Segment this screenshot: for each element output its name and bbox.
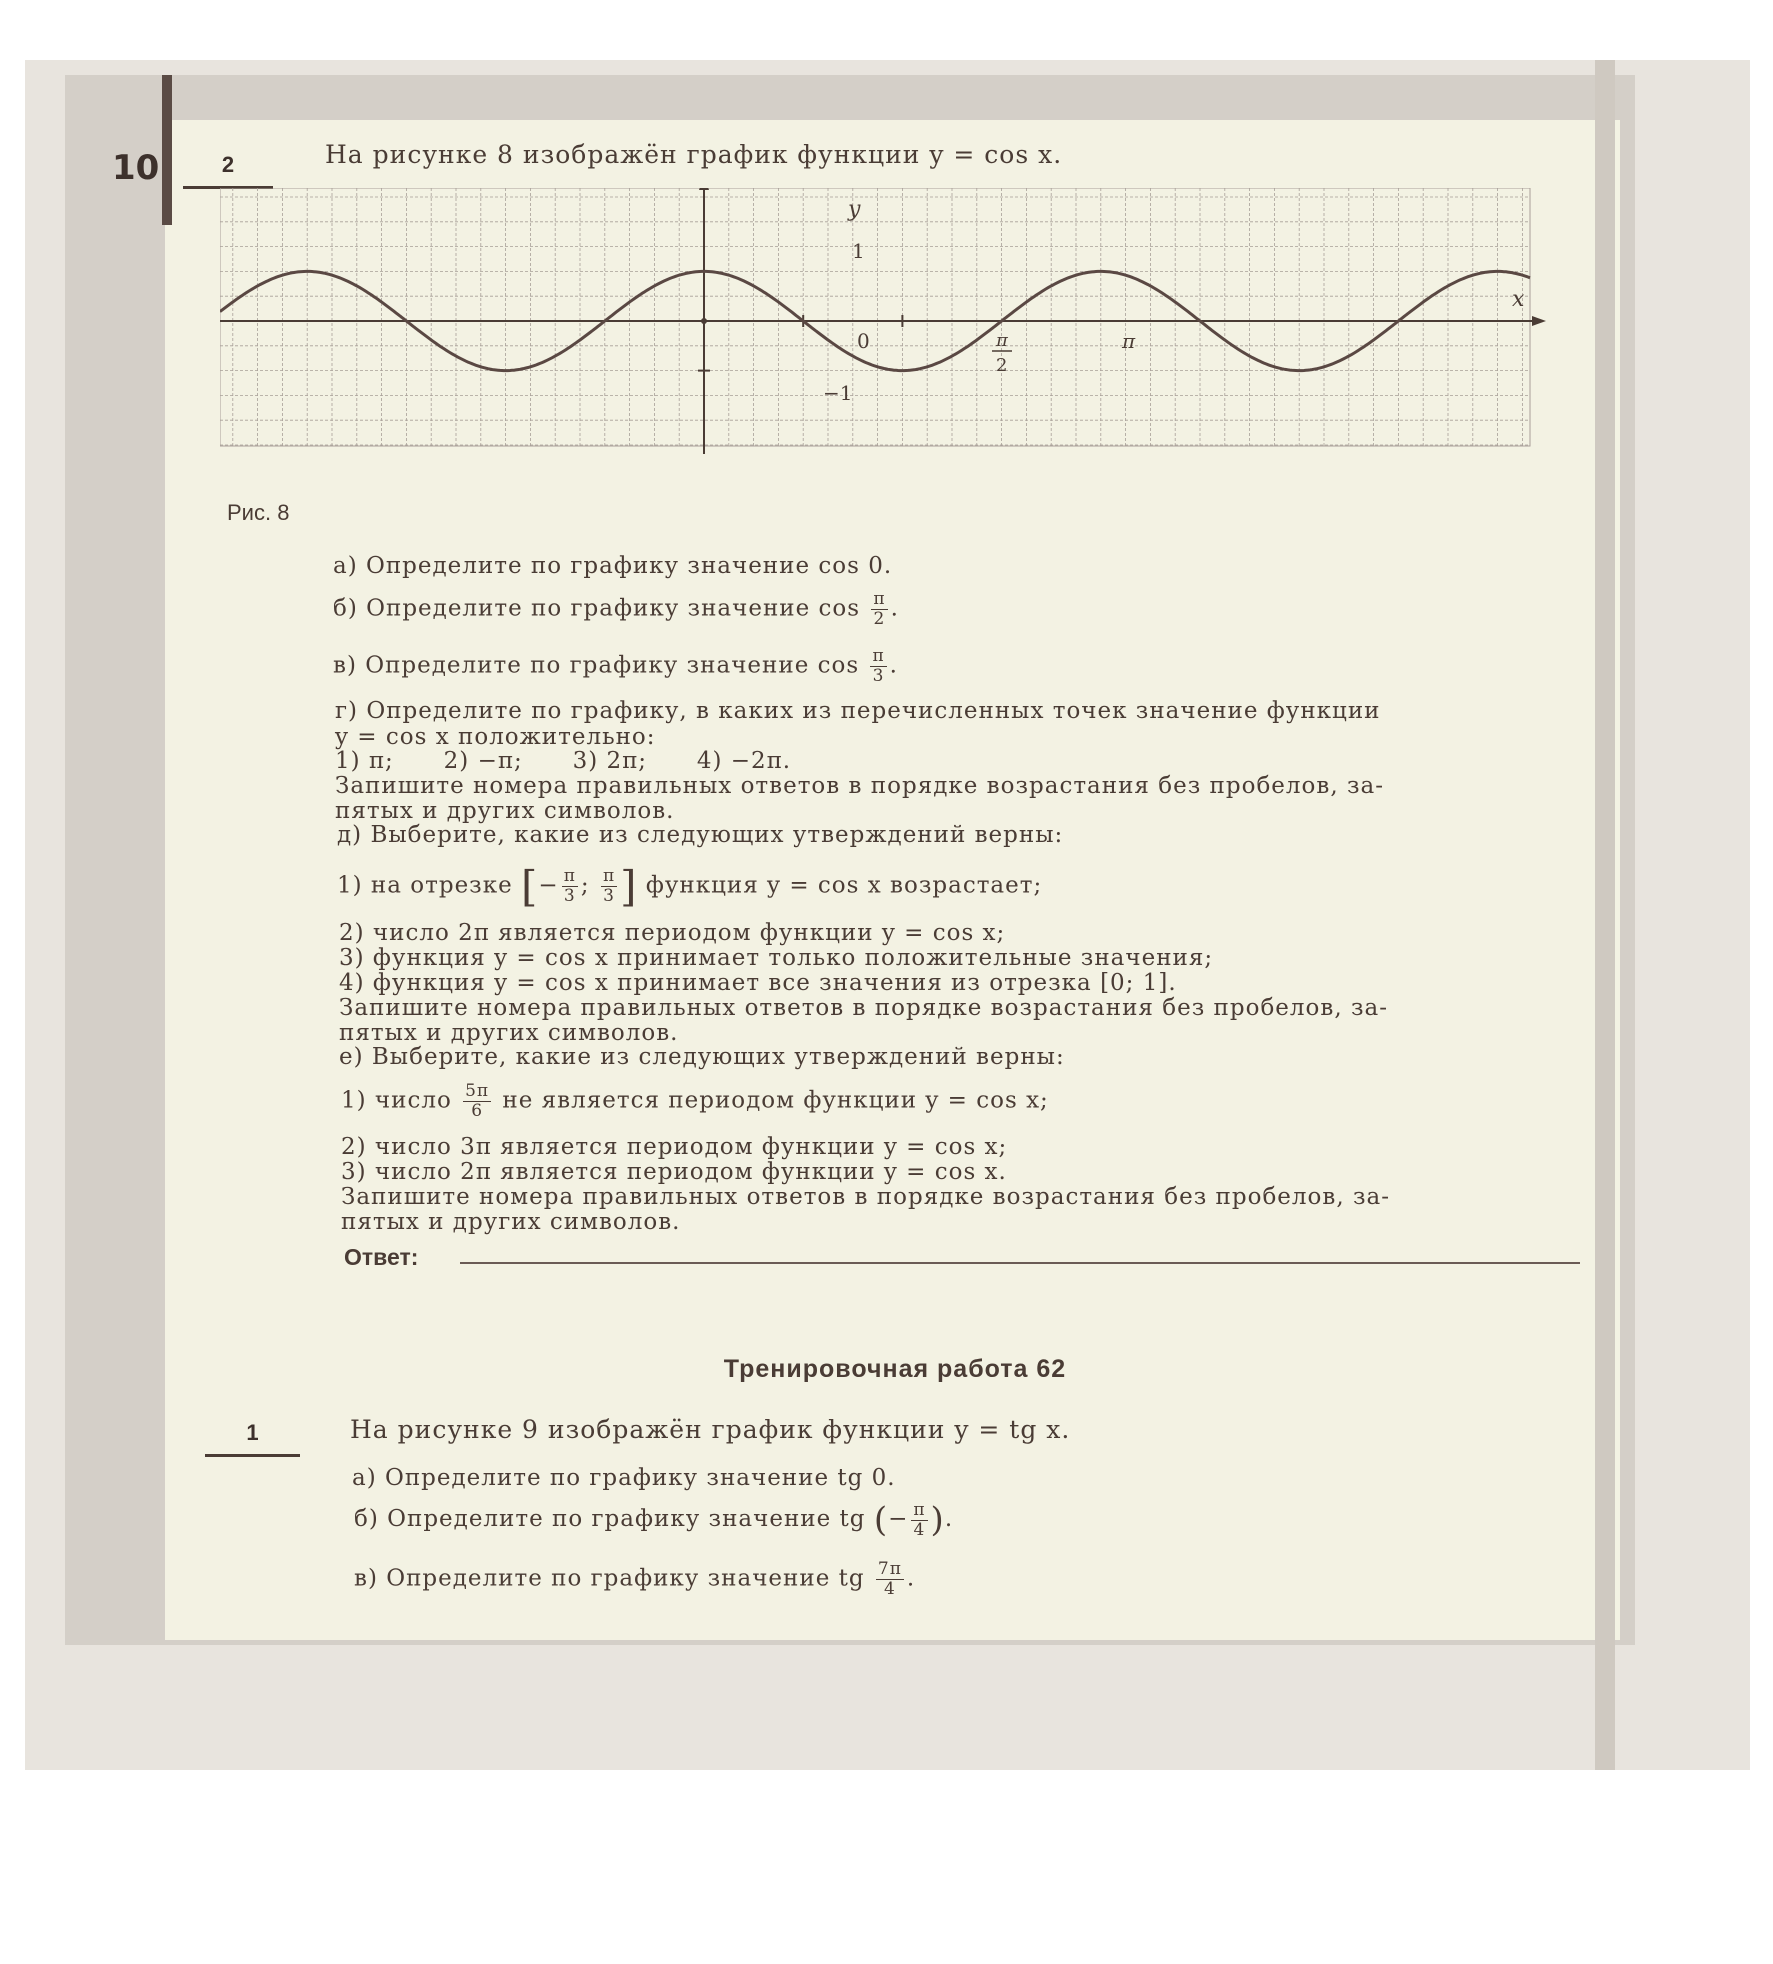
fraction-pi-3: $\frac{\pi}{3}$ [872, 646, 885, 686]
answer-label: Ответ: [344, 1244, 419, 1270]
origin-dot [701, 318, 707, 324]
figure-caption: Рис. 8 [227, 500, 290, 525]
x-axis-arrow [1532, 316, 1546, 326]
task-number: 2 [183, 152, 273, 189]
tg-question-b: б) Определите по графику значение tg (− $\frac{\pi}{4}$ ). [354, 1499, 954, 1540]
tick-label-pi-half-den: 2 [996, 355, 1008, 376]
question-b: б) Определите по графику значение cos $\frac{\pi}{2}$ . [333, 589, 899, 629]
grid-frame [220, 188, 1530, 446]
question-c: в) Определите по графику значение cos $\frac{\pi}{3}$ . [333, 646, 898, 686]
graph-grid [220, 188, 1530, 446]
task-intro: На рисунке 9 изображён график функции y = tg x. [350, 1415, 1071, 1444]
x-axis-label: x [1512, 287, 1525, 312]
statement-f3: 3) число 2π является периодом функции y = cos x. [341, 1159, 1007, 1185]
fraction-pi-2: $\frac{\pi}{2}$ [873, 589, 886, 629]
question-d-line1: г) Определите по графику, в каких из перечисленных точек значение функции [335, 698, 1381, 724]
fraction-7pi-4: $\frac{7\pi}{4}$ [877, 1559, 902, 1599]
statement-f1: 1) число $\frac{5\pi}{6}$ не является периодом функции y = cos x; [341, 1081, 1049, 1121]
tick-label-one: 1 [852, 239, 865, 263]
section-heading: Тренировочная работа 62 [723, 1355, 1067, 1383]
page-number: 10 [112, 148, 160, 188]
question-f-instruction2: пятых и других символов. [341, 1209, 681, 1235]
question-e-instruction1: Запишите номера правильных ответов в порядке возрастания без пробелов, за- [339, 995, 1388, 1021]
statement-e4: 4) функция y = cos x принимает все значения из отрезка [0; 1]. [339, 970, 1177, 996]
tg-question-a: а) Определите по графику значение tg 0. [352, 1465, 896, 1491]
statement-e3: 3) функция y = cos x принимает только положительные значения; [339, 945, 1214, 971]
question-a: а) Определите по графику значение cos 0. [333, 553, 893, 579]
question-d-instruction2: пятых и других символов. [335, 798, 675, 824]
origin-label: 0 [857, 329, 870, 353]
y-axis-label: y [848, 197, 861, 222]
y-axis-arrow [699, 188, 709, 190]
graph-axes [220, 188, 1546, 454]
statement-e1: 1) на отрезке [− $\frac{\pi}{3}$ ; $\frac{\pi}{3}$ ] функция y = cos x возрастает; [337, 862, 1043, 911]
tick-label-minus-one: −1 [823, 381, 853, 405]
tick-label-pi-half-num: π [996, 330, 1008, 351]
tg-question-c: в) Определите по графику значение tg $\frac{7\pi}{4}$ . [354, 1559, 916, 1599]
cosine-graph [220, 188, 1550, 468]
statement-e2: 2) число 2π является периодом функции y = cos x; [339, 920, 1006, 946]
question-f-title: е) Выберите, какие из следующих утверждений верны: [339, 1044, 1065, 1070]
book-spine [1595, 60, 1615, 1770]
task-number: 1 [205, 1420, 300, 1457]
question-d-line2: y = cos x положительно: [335, 724, 656, 750]
task-intro: На рисунке 8 изображён график функции y = cos x. [325, 140, 1063, 169]
question-f-instruction1: Запишите номера правильных ответов в порядке возрастания без пробелов, за- [341, 1184, 1390, 1210]
fraction-5pi-6: $\frac{5\pi}{6}$ [465, 1081, 490, 1121]
page-margin-bar [162, 75, 172, 225]
answer-line[interactable] [460, 1262, 1580, 1264]
question-e-instruction2: пятых и других символов. [339, 1020, 679, 1046]
question-d-options: 1) π; 2) −π; 3) 2π; 4) −2π. [335, 748, 792, 774]
tick-label-pi: π [1122, 329, 1136, 353]
question-e-title: д) Выберите, какие из следующих утверждений верны: [337, 822, 1064, 848]
question-d-instruction1: Запишите номера правильных ответов в порядке возрастания без пробелов, за- [335, 773, 1384, 799]
statement-f2: 2) число 3π является периодом функции y = cos x; [341, 1134, 1008, 1160]
